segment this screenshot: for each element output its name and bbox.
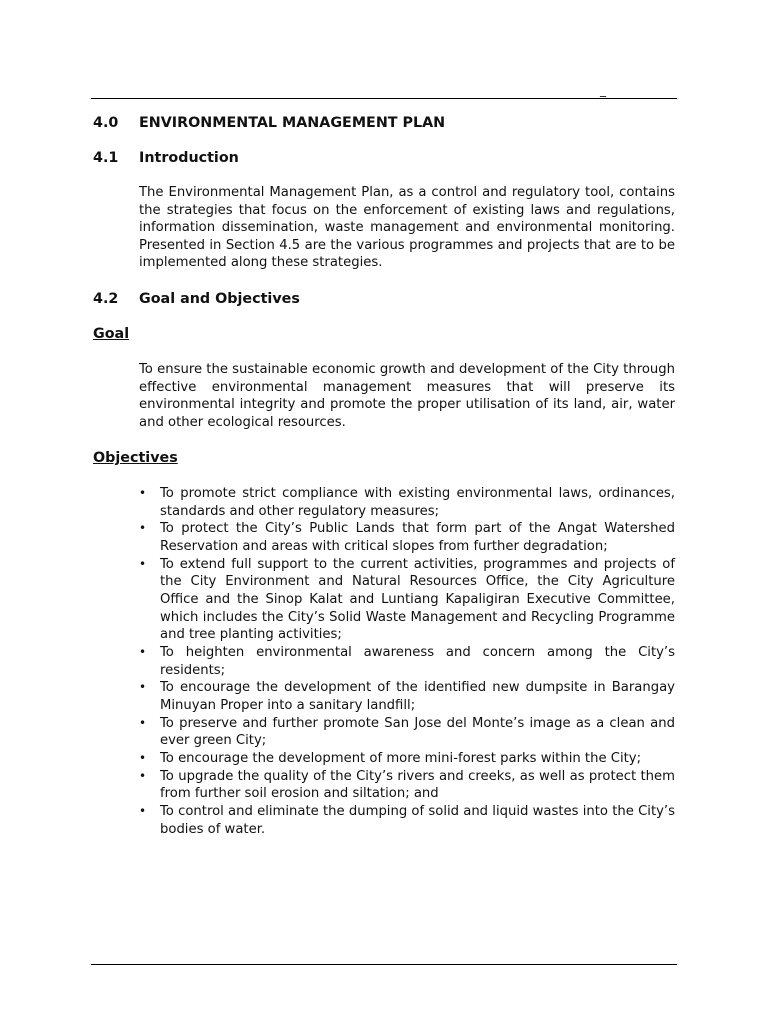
list-item bbox=[139, 556, 675, 644]
bullet-icon: • bbox=[139, 804, 147, 819]
bullet-icon: • bbox=[139, 556, 147, 571]
header-rule bbox=[91, 98, 677, 99]
section-heading-4-2 bbox=[93, 290, 300, 308]
list-item bbox=[139, 768, 675, 803]
bullet-icon: • bbox=[139, 751, 147, 766]
bullet-icon: • bbox=[139, 644, 147, 659]
introduction-paragraph: The Environmental Management Plan, as a control and regulatory tool, contains the strategies that focus on the enforcement of existing laws and regulations, information dissemination, waste management and environmental monitoring. Presented in Section 4.5 are the various programmes and projects that are to be implemented along these strategies. bbox=[139, 185, 675, 271]
goal-paragraph: To ensure the sustainable economic growth and development of the City through effective environmental management measures that will preserve its environmental integrity and promote the proper utilisation of its land, air, water and other ecological resources. bbox=[139, 362, 675, 430]
section-heading-4-1 bbox=[93, 149, 239, 167]
bullet-icon: • bbox=[139, 521, 147, 536]
goal-heading: Goal bbox=[93, 326, 130, 342]
objective-text: To control and eliminate the dumping of solid and liquid wastes into the City’s bodies of water. bbox=[160, 804, 675, 837]
bullet-icon: • bbox=[139, 486, 147, 500]
bullet-icon: • bbox=[139, 768, 147, 783]
section-heading-4-0 bbox=[93, 114, 445, 132]
objective-text: To encourage the development of the identified new dumpsite in Barangay Minuyan Proper into a sanitary landfill; bbox=[160, 680, 675, 713]
objectives-heading: Objectives bbox=[93, 450, 178, 466]
section-number: 4.2 bbox=[93, 291, 119, 307]
section-number: 4.1 bbox=[93, 150, 119, 166]
objective-text: To upgrade the quality of the City’s rivers and creeks, as well as protect them from further soil erosion and siltation; and bbox=[160, 768, 675, 802]
list-item bbox=[139, 679, 675, 714]
list-item bbox=[139, 750, 675, 768]
objective-text: To protect the City’s Public Lands that form part of the Angat Watershed Reservation and areas with critical slopes from further degradation; bbox=[160, 521, 675, 554]
footer-rule bbox=[91, 964, 677, 965]
objectives-list bbox=[139, 485, 675, 839]
header-mark: _ bbox=[600, 83, 606, 97]
list-item bbox=[139, 520, 675, 555]
list-item bbox=[139, 715, 675, 750]
objective-text: To encourage the development of more mini-forest parks within the City; bbox=[160, 751, 642, 767]
section-title: Introduction bbox=[139, 150, 239, 166]
objective-text: To preserve and further promote San Jose del Monte’s image as a clean and ever green City; bbox=[160, 715, 675, 749]
list-item bbox=[139, 803, 675, 838]
objective-text: To extend full support to the current activities, programmes and projects of the City Environment and Natural Resources Office, the City Agriculture Office and the Sinop Kalat and Luntiang Kapaligiran Executive Committee, which includes the City’s Solid Waste Management and Recycling Programme and tree planting activities; bbox=[160, 556, 675, 643]
section-title: ENVIRONMENTAL MANAGEMENT PLAN bbox=[139, 115, 446, 131]
objective-text: To heighten environmental awareness and concern among the City’s residents; bbox=[160, 644, 675, 678]
section-title: Goal and Objectives bbox=[139, 291, 300, 307]
bullet-icon: • bbox=[139, 715, 147, 730]
list-item bbox=[139, 644, 675, 679]
list-item bbox=[139, 485, 675, 520]
bullet-icon: • bbox=[139, 680, 147, 695]
objective-text: To promote strict compliance with existing environmental laws, ordinances, standards and other regulatory measures; bbox=[160, 486, 675, 519]
section-number: 4.0 bbox=[93, 115, 119, 131]
